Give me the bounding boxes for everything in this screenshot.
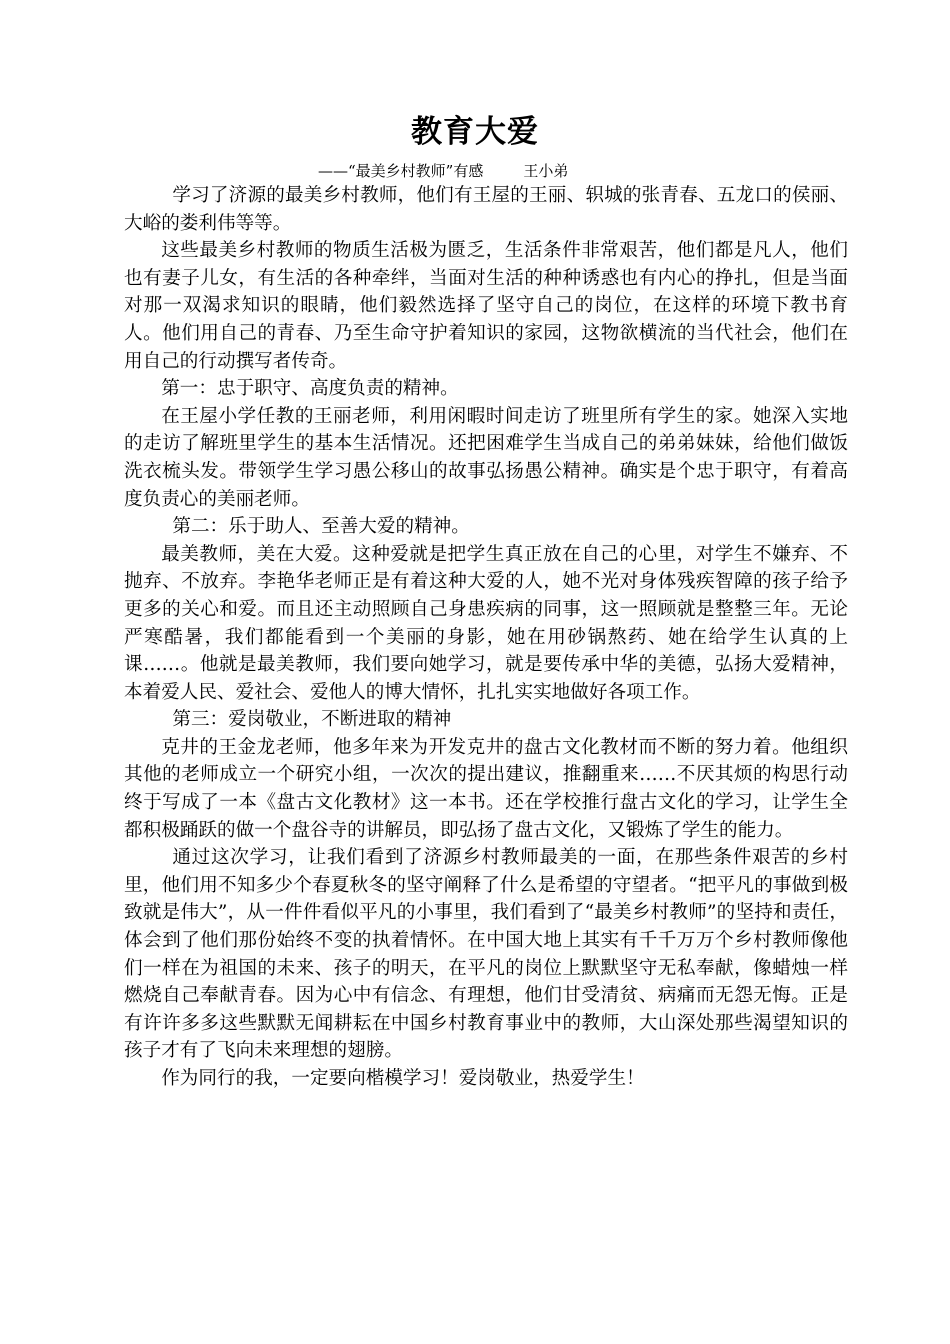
subtitle-text: ——“最美乡村教师”有感 bbox=[318, 162, 484, 180]
document-title: 教育大爱 bbox=[411, 114, 539, 150]
section-heading-second: 第二：乐于助人、至善大爱的精神。 bbox=[172, 516, 470, 538]
paragraph-teachers-life: 这些最美乡村教师的物质生活极为匮乏，生活条件非常艰苦，他们都是凡人，他们也有妻子儿女，有生活的各种牵绊，当面对生活的种种诱惑也有内心的挣扎，但是当面对那一双渴求知识的眼睛，他们毅然选择了坚守自己的岗位，在这样的环境下教书育人。他们用自己的青春、乃至生命守护着知识的家园，这物欲横流的当代社会，他们在用自己的行动撰写者传奇。 bbox=[124, 240, 848, 372]
document-subtitle bbox=[318, 160, 568, 182]
paragraph-intro: 学习了济源的最美乡村教师，他们有王屋的王丽、轵城的张青春、五龙口的侯丽、大峪的娄利伟等等。 bbox=[124, 185, 848, 234]
paragraph-wang-li: 在王屋小学任教的王丽老师，利用闲暇时间走访了班里所有学生的家。她深入实地的走访了解班里学生的基本生活情况。还把困难学生当成自己的弟弟妹妹，给他们做饭洗衣梳头发。带领学生学习愚公移山的故事弘扬愚公精神。确实是个忠于职守，有着高度负责心的美丽老师。 bbox=[124, 405, 848, 510]
section-heading-third: 第三：爱岗敬业，不断进取的精神 bbox=[172, 709, 452, 731]
paragraph-li-yanhua: 最美教师，美在大爱。这种爱就是把学生真正放在自己的心里，对学生不嫌弃、不抛弃、不放弃。李艳华老师正是有着这种大爱的人，她不光对身体残疾智障的孩子给予更多的关心和爱。而且还主动照顾自己身患疾病的同事，这一照顾就是整整三年。无论严寒酷暑，我们都能看到一个美丽的身影，她在用砂锅熬药、她在给学生认真的上课……。他就是最美教师，我们要向她学习，就是要传承中华的美德，弘扬大爱精神，本着爱人民、爱社会、爱他人的博大情怀，扎扎实实地做好各项工作。 bbox=[124, 543, 848, 703]
paragraph-conclusion: 作为同行的我，一定要向楷模学习！爱岗敬业，热爱学生！ bbox=[161, 1068, 645, 1089]
section-heading-first: 第一：忠于职守、高度负责的精神。 bbox=[161, 378, 459, 400]
paragraph-reflection: 通过这次学习，让我们看到了济源乡村教师最美的一面，在那些条件艰苦的乡村里，他们用不知多少个春夏秋冬的坚守阐释了什么是希望的守望者。“把平凡的事做到极致就是伟大”，从一件件看似平凡的小事里，我们看到了“最美乡村教师”的坚持和责任，体会到了他们那份始终不变的执着情怀。在中国大地上其实有千千万万个乡村教师像他们一样在为祖国的未来、孩子的明天，在平凡的岗位上默默坚守无私奉献，像蜡烛一样燃烧自己奉献青春。因为心中有信念、有理想，他们甘受清贫、病痛而无怨无悔。正是有许许多多这些默默无闻耕耘在中国乡村教育事业中的教师，大山深处那些渴望知识的孩子才有了飞向未来理想的翅膀。 bbox=[124, 847, 848, 1062]
paragraph-wang-jinlong: 克井的王金龙老师，他多年来为开发克井的盘古文化教材而不断的努力着。他组织其他的老师成立一个研究小组，一次次的提出建议，推翻重来……不厌其烦的构思行动终于写成了一本《盘古文化教材》这一本书。还在学校推行盘古文化的学习，让学生全都积极踊跃的做一个盘谷寺的讲解员，即弘扬了盘古文化，又锻炼了学生的能力。 bbox=[124, 736, 848, 841]
author-name: 王小弟 bbox=[523, 162, 569, 180]
document-body bbox=[124, 182, 848, 1093]
